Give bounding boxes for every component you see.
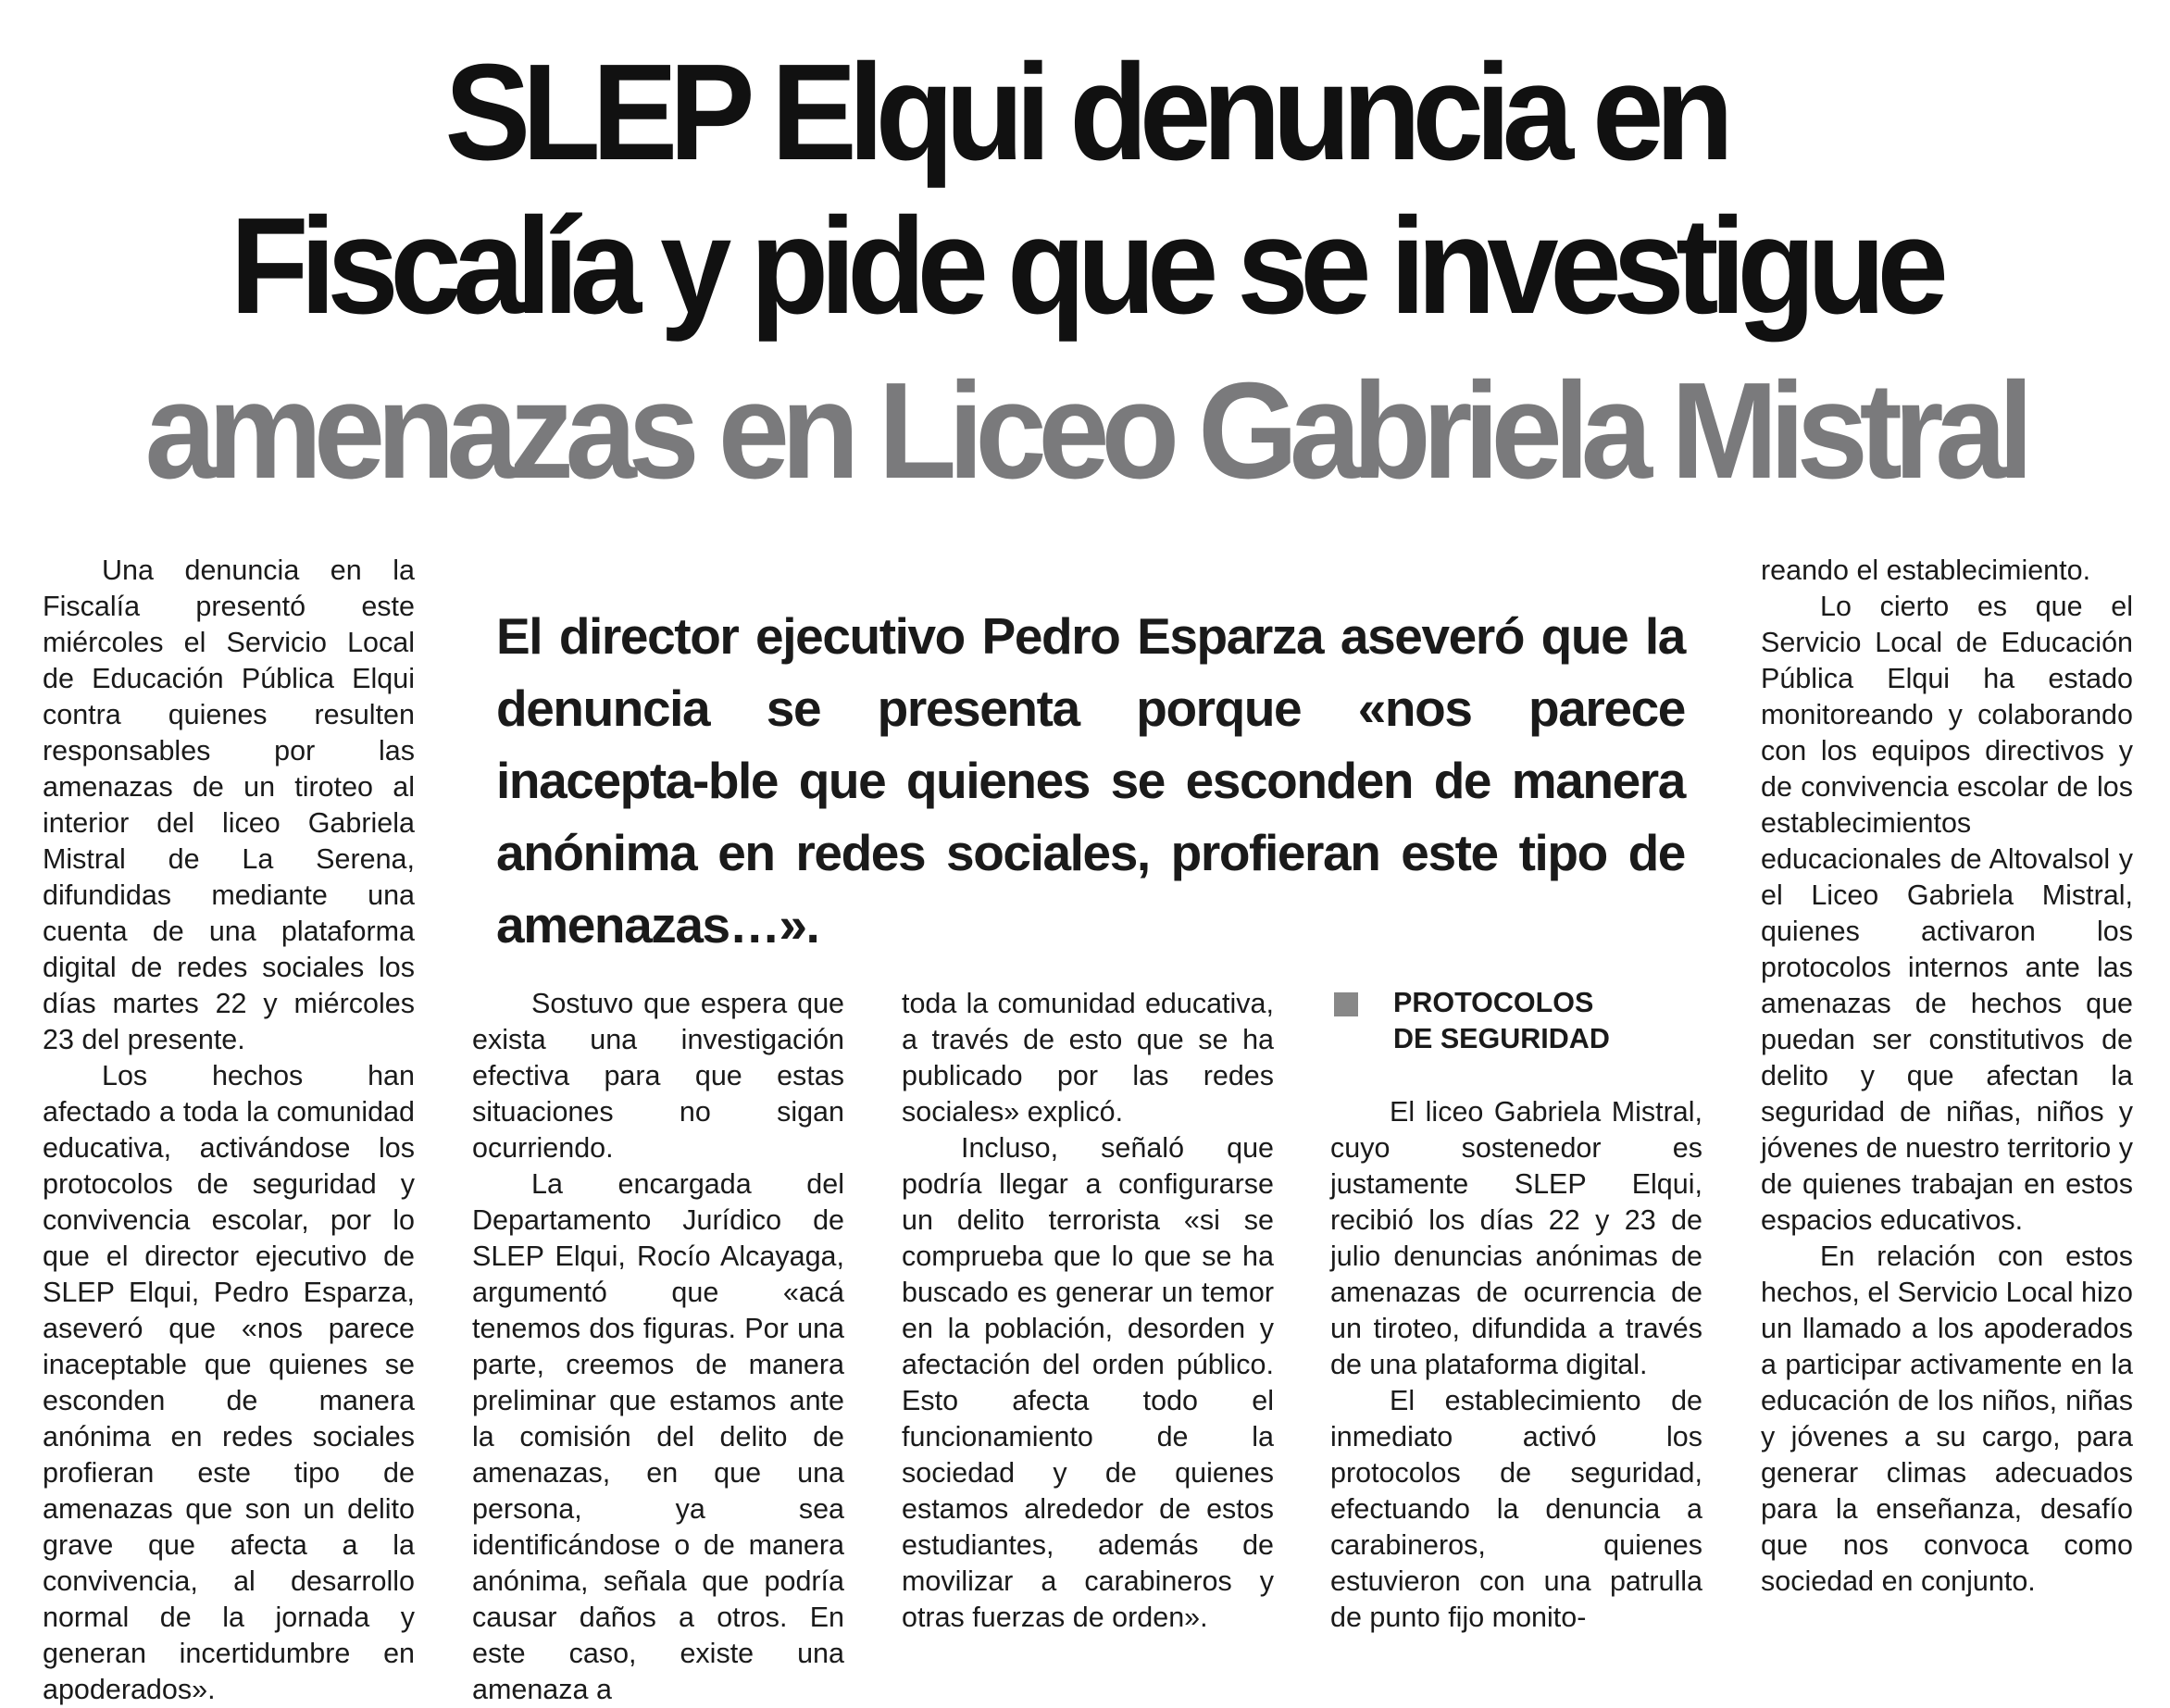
paragraph: Una denuncia en la Fiscalía presentó este miércoles el Servicio Local de Educación Pública Elqui contra quienes resulten responsables por las amenazas de un tiroteo al interior del liceo Gabriela Mistral de La Serena, difundidas mediante una cuenta de una plataforma digital de redes sociales los días martes 22 y miércoles 23 del presente. — [43, 555, 415, 1055]
square-bullet-icon — [1334, 992, 1358, 1016]
subhead-line-1: PROTOCOLOS — [1393, 987, 1594, 1018]
section-subhead — [1330, 985, 1702, 1057]
article-column-2 — [472, 986, 844, 1708]
paragraph: La encargada del Departamento Jurídico de SLEP Elqui, Rocío Alcayaga, argumentó que «acá tenemos dos figuras. Por una parte, creemos de manera preliminar que estamos ante la comisión del delito de amenazas, en que una persona, ya sea identificándose o de manera anónima, señala que podría causar daños a otros. En este caso, existe una amenaza a — [472, 1168, 844, 1705]
paragraph: Incluso, señaló que podría llegar a configurarse un delito terrorista «si se comprueba que lo que se ha buscado es generar un temor en la población, desorden y afectación del orden público. Esto afecta todo el funcionamiento de la sociedad y de quienes estamos alrededor de estos estudiantes, además de movilizar a carabineros y otras fuerzas de orden». — [902, 1132, 1274, 1633]
paragraph: reando el establecimiento. — [1761, 555, 2091, 586]
paragraph: toda la comunidad educativa, a través de esto que se ha publicado por las redes sociales» explicó. — [902, 988, 1274, 1128]
headline-line-2: Fiscalía y pide que se investigue — [230, 190, 1940, 343]
headline-line-3: amenazas en Liceo Gabriela Mistral — [144, 355, 2026, 507]
article-column-5 — [1761, 553, 2133, 1600]
paragraph: El liceo Gabriela Mistral, cuyo sostenedor es justamente SLEP Elqui, recibió los días 22 y 23 de julio denuncias anónimas de amenazas de ocurrencia de un tiroteo, difundida a través de una plataforma digital. — [1330, 1096, 1702, 1380]
paragraph: En relación con estos hechos, el Servicio Local hizo un llamado a los apoderados a participar activamente en la educación de los niños, niñas y jóvenes a su cargo, para generar climas adecuados para la enseñanza, desafío que nos convoca como sociedad en conjunto. — [1761, 1240, 2133, 1597]
subhead-line-2: DE SEGURIDAD — [1393, 1023, 1610, 1054]
paragraph: El establecimiento de inmediato activó los protocolos de seguridad, efectuando la denuncia a carabineros, quienes estuvieron con una patrulla de punto fijo monito- — [1330, 1385, 1702, 1633]
article-column-4 — [1330, 1094, 1702, 1636]
paragraph: Sostuvo que espera que exista una investigación efectiva para que estas situaciones no sigan ocurriendo. — [472, 988, 844, 1164]
paragraph: Lo cierto es que el Servicio Local de Educación Pública Elqui ha estado monitoreando y colaborando con los equipos directivos y de convivencia escolar de los establecimientos educacionales de Altovalsol y el Liceo Gabriela Mistral, quienes activaron los protocolos internos ante las amenazas de hechos que puedan ser constitutivos de delito y que afectan la seguridad de niñas, niños y jóvenes de nuestro territorio y de quienes trabajan en estos espacios educativos. — [1761, 591, 2133, 1236]
article-column-1 — [43, 553, 415, 1708]
pull-quote: El director ejecutivo Pedro Esparza aseveró que la denuncia se presenta porque «nos parece inacepta-ble que quienes se esconden de manera anónima en redes sociales, profieran este tipo de amenazas…». — [496, 607, 1685, 954]
headline-line-1: SLEP Elqui denuncia en — [444, 36, 1726, 189]
article-column-3 — [902, 986, 1274, 1636]
paragraph: Los hechos han afectado a toda la comunidad educativa, activándose los protocolos de seguridad y convivencia escolar, por lo que el director ejecutivo de SLEP Elqui, Pedro Esparza, aseveró que «nos parece inaceptable que quienes se esconden de manera anónima en redes sociales profieran este tipo de amenazas que son un delito grave que afecta a la convivencia, al desarrollo normal de la jornada y generan incertidumbre en apoderados». — [43, 1060, 415, 1705]
